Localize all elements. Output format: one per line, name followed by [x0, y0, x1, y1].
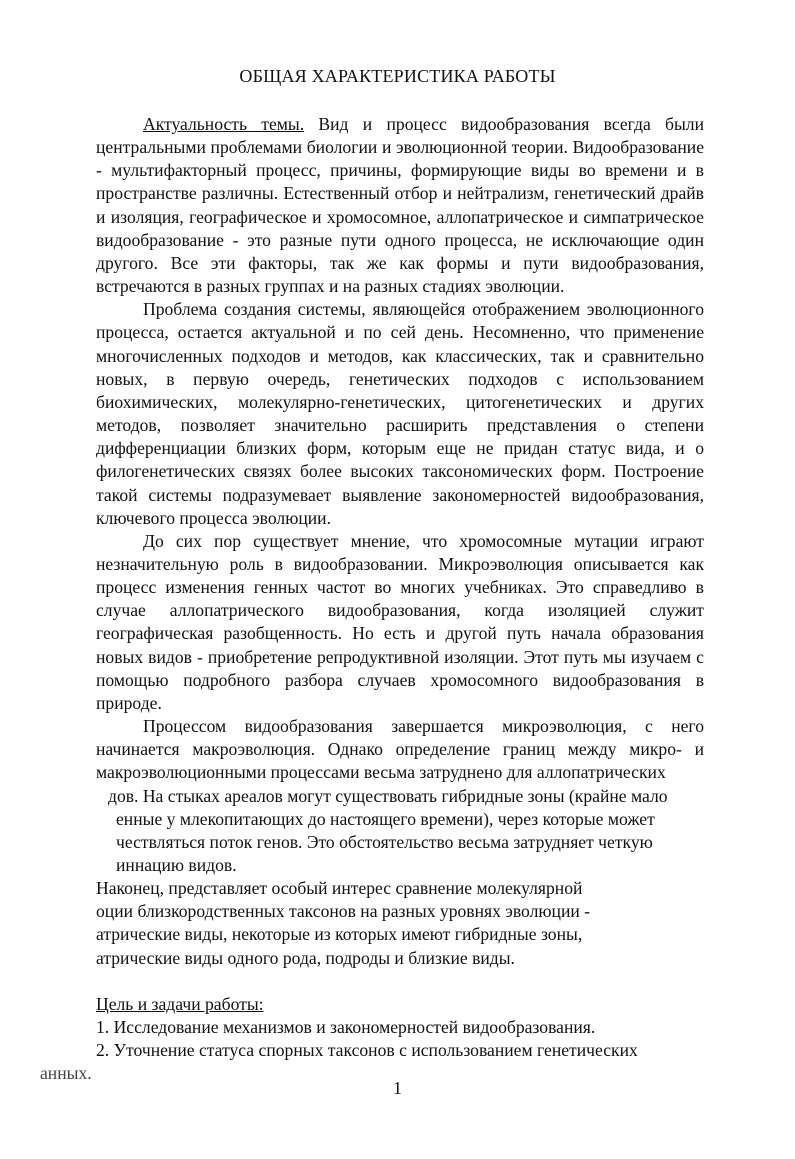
goal-item-2-continued: анных.: [40, 1063, 92, 1084]
goals-heading-row: [96, 993, 704, 1016]
paragraph-relevance: [96, 113, 704, 298]
paragraph-system-problem: Проблема создания системы, являющейся отображением эволюционного процесса, остается актуальной и по сей день. Несомненно, что применение многочисленных подходов и методов, как классических, так и сравнительно новых, в первую очередь, генетических подходов с использованием биохимических, молекулярно-генетических, цитогенетических и других методов, позволяет значительно расширить представления о степени дифференциации близких форм, которым еще не придан статус вида, и о филогенетических связях более высоких таксономических форм. Построение такой системы подразумевает выявление закономерностей видообразования, ключевого процесса эволюции.: [96, 299, 704, 528]
page-title: ОБЩАЯ ХАРАКТЕРИСТИКА РАБОТЫ: [239, 66, 556, 86]
paragraph-macroevolution: [96, 715, 704, 784]
goal-item-1: 1. Исследование механизмов и закономерностей видообразования.: [96, 1016, 596, 1037]
goal-item-2: 2. Уточнение статуса спорных таксонов с использованием генетических: [96, 1040, 638, 1061]
molecular-line-3: атрические виды, некоторые из которых имеют гибридные зоны,: [96, 924, 583, 945]
molecular-line-1: Наконец, представляет особый интерес сравнение молекулярной: [96, 878, 583, 899]
molecular-line-2: оции близкородственных таксонов на разных уровнях эволюции -: [96, 901, 591, 922]
page-number: 1: [393, 1078, 402, 1098]
molecular-line-4: атрические виды одного рода, подроды и близкие виды.: [96, 947, 515, 968]
macroevolution-line-6: чествляться поток генов. Это обстоятельство весьма затрудняет четкую: [116, 831, 653, 852]
section-gap: [96, 970, 704, 993]
paragraph-chromosomal-mutations: До сих пор существует мнение, что хромосомные мутации играют незначительную роль в видообразовании. Микроэволюция описывается как процесс изменения генных частот во многих учебниках. Это справедливо в случае аллопатрического видообразования, когда изоляцией служит географическая разобщенность. Но есть и другой путь начала образования новых видов - приобретение репродуктивной изоляции. Этот путь мы изучаем с помощью подробного разбора случаев хромосомного видообразования в природе.: [96, 530, 704, 713]
goals-heading: Цель и задачи работы:: [96, 993, 264, 1014]
macroevolution-line-5: енные у млекопитающих до настоящего времени), через которые может: [116, 808, 655, 829]
relevance-text: Вид и процесс видообразования всегда были центральными проблемами биологии и эволюционной теории. Видообразование - мультифакторный процесс, причины, формирующие виды во времени и в пространстве различны. Естественный отбор и нейтрализм, генетический драйв и изоляция, географическое и хромосомное, аллопатрическое и симпатрическое видообразование - это разные пути одного процесса, не исключающие один другого. Все эти факторы, так же как формы и пути видообразования, встречаются в разных группах и на разных стадиях эволюции.: [96, 114, 705, 297]
macroevolution-line-7: иннацию видов.: [116, 855, 237, 875]
document-body: [40, 113, 705, 1085]
relevance-heading: Актуальность темы.: [143, 114, 305, 134]
macroevolution-line-4: дов. На стыках ареалов могут существовать гибридные зоны (крайне мало: [108, 785, 668, 806]
macroevolution-text: Процессом видообразования завершается микроэволюция, с него начинается макроэволюция. Однако определение границ между микро- и макроэволюционными процессами весьма затруднено для аллопатрических: [96, 716, 704, 783]
